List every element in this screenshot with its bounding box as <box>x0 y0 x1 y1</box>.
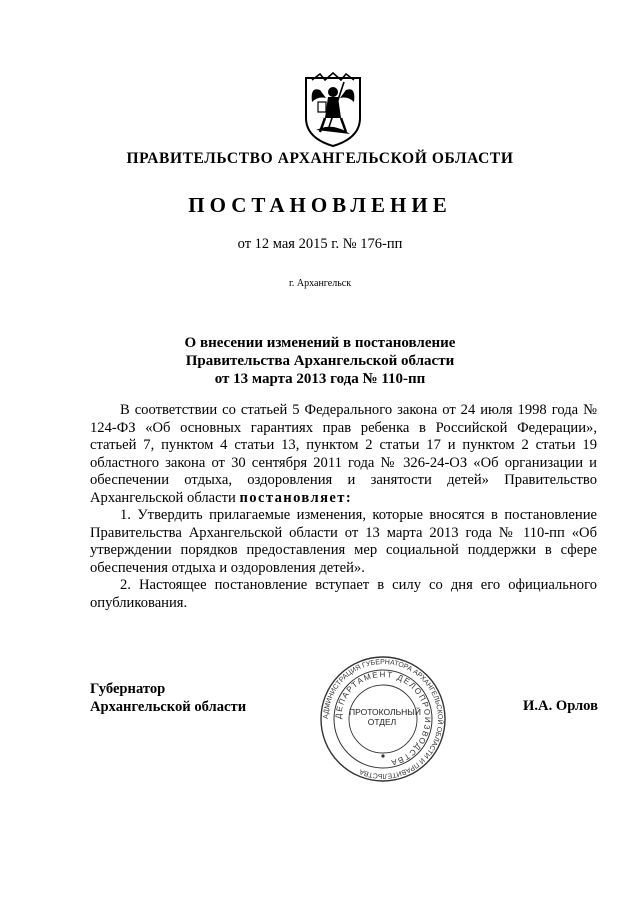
seal-center-label <box>349 707 421 727</box>
paragraph-item-2: 2. Настоящее постановление вступает в силу со дня его официального опубликования. <box>90 577 597 611</box>
heading-line: О внесении изменений в постановление <box>184 335 456 351</box>
seal-outer-text: АДМИНИСТРАЦИЯ ГУБЕРНАТОРА АРХАНГЕЛЬСКОЙ ОБЛАСТИ И ПРАВИТЕЛЬСТВА <box>322 658 444 780</box>
signatory-name: И.А. Орлов <box>523 698 598 714</box>
government-name: ПРАВИТЕЛЬСТВО АРХАНГЕЛЬСКОЙ ОБЛАСТИ <box>126 150 514 167</box>
document-type: ПОСТАНОВЛЕНИЕ <box>188 193 452 217</box>
signatory-title-line: Архангельской области <box>90 699 247 715</box>
signatory-title <box>90 680 246 716</box>
heading-line: от 13 марта 2013 года № 110-пп <box>214 371 426 387</box>
paragraph-item-1: 1. Утвердить прилагаемые изменения, которые вносятся в постановление Правительства Архангельской области от 13 марта 2013 года № 110-пп «Об утверждении порядков предоставления мер социальной поддержки в сфере обеспечения отдыха и оздоровления детей». <box>90 507 597 576</box>
seal-inner-text: ДЕПАРТАМЕНТ ДЕЛОПРОИЗВОДСТВА <box>333 669 433 768</box>
seal-center-line: ОТДЕЛ <box>367 717 397 727</box>
document-heading <box>0 334 640 388</box>
seal-center-line: ПРОТОКОЛЬНЫЙ <box>349 707 421 717</box>
signatory-title-line: Губернатор <box>90 681 166 697</box>
date-number: от 12 мая 2015 г. № 176-пп <box>237 236 403 252</box>
city: г. Архангельск <box>288 278 352 289</box>
resolves-word: постановляет: <box>239 489 353 506</box>
document-body <box>90 402 597 612</box>
preamble-text: В соответствии со статьей 5 Федерального закона от 24 июля 1998 года № 124-ФЗ «Об основных гарантиях прав ребенка в Российской Федерации», статьей 7, пунктом 4 статьи 13, пунктом 2 статьи 17 и пунктом 2 статьи 19 областного закона от 30 сентября 2011 года № 326-24-ОЗ «Об организации и обеспечении отдыха, оздоровления и занятости детей» Правительство Архангельской области <box>90 402 597 506</box>
heading-line: Правительства Архангельской области <box>185 353 455 369</box>
paragraph-preamble <box>90 402 597 507</box>
coat-of-arms-icon <box>298 72 368 148</box>
